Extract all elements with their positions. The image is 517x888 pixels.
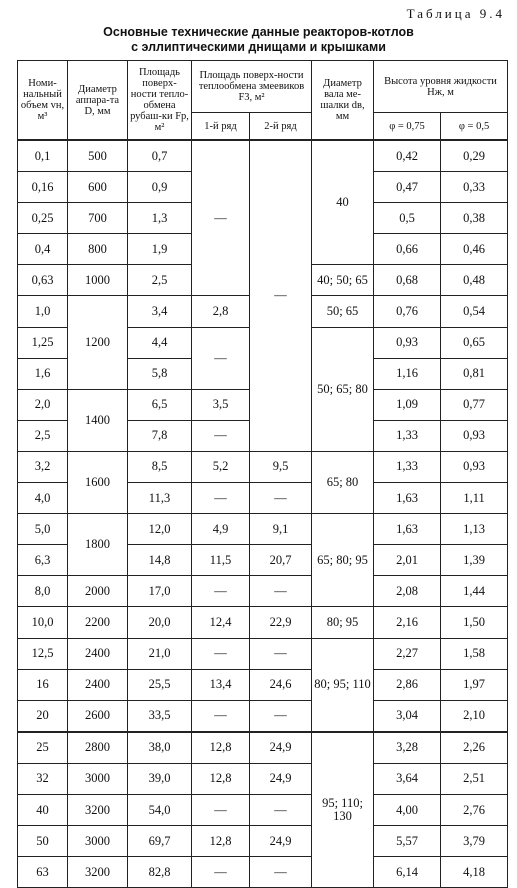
cell-level-075: 0,47	[374, 172, 441, 203]
cell-jacket: 25,5	[128, 669, 192, 700]
cell-jacket: 38,0	[128, 732, 192, 764]
cell-jacket: 33,5	[128, 700, 192, 732]
cell-volume: 1,25	[18, 327, 68, 358]
cell-level-075: 0,5	[374, 203, 441, 234]
cell-shaft: 65; 80	[312, 451, 374, 513]
cell-coil1: —	[192, 327, 250, 389]
cell-level-05: 2,76	[441, 794, 508, 825]
header-liquid-level: Высота уровня жидкости Hж, м	[374, 61, 508, 113]
cell-level-075: 6,14	[374, 857, 441, 888]
cell-coil2: —	[250, 140, 312, 451]
table-row	[18, 826, 508, 857]
cell-diameter: 1600	[68, 451, 128, 513]
cell-level-05: 1,13	[441, 514, 508, 545]
cell-coil1: 12,4	[192, 607, 250, 638]
cell-level-075: 5,57	[374, 826, 441, 857]
cell-level-05: 3,79	[441, 826, 508, 857]
cell-volume: 3,2	[18, 451, 68, 482]
cell-coil2: —	[250, 638, 312, 669]
header-phi-075: φ = 0,75	[374, 113, 441, 141]
cell-jacket: 12,0	[128, 514, 192, 545]
cell-volume: 50	[18, 826, 68, 857]
cell-diameter: 1200	[68, 296, 128, 389]
cell-level-05: 1,44	[441, 576, 508, 607]
cell-coil2: —	[250, 576, 312, 607]
cell-jacket: 0,9	[128, 172, 192, 203]
cell-level-05: 0,38	[441, 203, 508, 234]
cell-diameter: 2800	[68, 732, 128, 764]
cell-level-05: 2,51	[441, 763, 508, 794]
cell-jacket: 82,8	[128, 857, 192, 888]
cell-coil1: 5,2	[192, 451, 250, 482]
cell-volume: 10,0	[18, 607, 68, 638]
cell-jacket: 54,0	[128, 794, 192, 825]
cell-coil1: —	[192, 700, 250, 732]
cell-shaft: 40	[312, 140, 374, 265]
cell-level-075: 0,42	[374, 140, 441, 172]
cell-shaft: 95; 110; 130	[312, 732, 374, 888]
cell-level-05: 0,33	[441, 172, 508, 203]
cell-diameter: 3200	[68, 794, 128, 825]
cell-coil1: —	[192, 483, 250, 514]
cell-coil2: 22,9	[250, 607, 312, 638]
cell-level-075: 0,68	[374, 265, 441, 296]
table-row	[18, 669, 508, 700]
cell-coil1: 4,9	[192, 514, 250, 545]
cell-shaft: 80; 95; 110	[312, 638, 374, 732]
cell-level-075: 2,08	[374, 576, 441, 607]
cell-volume: 2,0	[18, 389, 68, 420]
table-row	[18, 607, 508, 638]
cell-shaft: 80; 95	[312, 607, 374, 638]
cell-coil2: 24,6	[250, 669, 312, 700]
cell-coil2: 24,9	[250, 826, 312, 857]
cell-volume: 25	[18, 732, 68, 764]
header-shaft-diameter: Диаметр вала ме-шалки dв, мм	[312, 61, 374, 141]
cell-diameter: 2400	[68, 638, 128, 669]
cell-coil1: 3,5	[192, 389, 250, 420]
cell-level-075: 2,86	[374, 669, 441, 700]
cell-diameter: 2200	[68, 607, 128, 638]
cell-level-05: 0,65	[441, 327, 508, 358]
header-phi-05: φ = 0,5	[441, 113, 508, 141]
cell-jacket: 21,0	[128, 638, 192, 669]
cell-volume: 5,0	[18, 514, 68, 545]
cell-coil1: —	[192, 794, 250, 825]
cell-volume: 0,16	[18, 172, 68, 203]
cell-level-05: 1,58	[441, 638, 508, 669]
cell-jacket: 1,3	[128, 203, 192, 234]
header-coil-row2: 2-й ряд	[250, 113, 312, 141]
cell-level-075: 1,16	[374, 358, 441, 389]
cell-diameter: 3000	[68, 763, 128, 794]
cell-level-05: 4,18	[441, 857, 508, 888]
cell-level-075: 3,28	[374, 732, 441, 764]
cell-level-05: 2,10	[441, 700, 508, 732]
table-row	[18, 857, 508, 888]
cell-level-075: 0,93	[374, 327, 441, 358]
table-row	[18, 794, 508, 825]
cell-coil1: —	[192, 576, 250, 607]
table-row	[18, 451, 508, 482]
cell-jacket: 20,0	[128, 607, 192, 638]
header-diameter: Диаметр аппара-та D, мм	[68, 61, 128, 141]
table-row	[18, 763, 508, 794]
cell-volume: 32	[18, 763, 68, 794]
cell-diameter: 700	[68, 203, 128, 234]
cell-coil1: 12,8	[192, 763, 250, 794]
cell-level-075: 1,33	[374, 451, 441, 482]
cell-diameter: 1400	[68, 389, 128, 451]
cell-diameter: 1800	[68, 514, 128, 576]
cell-jacket: 1,9	[128, 234, 192, 265]
table-row	[18, 732, 508, 764]
cell-coil1: 12,8	[192, 826, 250, 857]
cell-coil1: —	[192, 140, 250, 296]
cell-diameter: 3000	[68, 826, 128, 857]
cell-jacket: 6,5	[128, 389, 192, 420]
cell-level-05: 0,29	[441, 140, 508, 172]
cell-coil1: —	[192, 420, 250, 451]
cell-level-075: 1,09	[374, 389, 441, 420]
cell-diameter: 1000	[68, 265, 128, 296]
cell-diameter: 3200	[68, 857, 128, 888]
cell-jacket: 11,3	[128, 483, 192, 514]
cell-jacket: 4,4	[128, 327, 192, 358]
cell-level-075: 4,00	[374, 794, 441, 825]
cell-diameter: 500	[68, 140, 128, 172]
cell-coil1: —	[192, 857, 250, 888]
cell-level-075: 0,66	[374, 234, 441, 265]
header-coil-area: Площадь поверх-ности теплообмена змеевиков F3, м²	[192, 61, 312, 113]
cell-jacket: 8,5	[128, 451, 192, 482]
cell-level-05: 1,97	[441, 669, 508, 700]
cell-diameter: 600	[68, 172, 128, 203]
cell-level-05: 0,48	[441, 265, 508, 296]
cell-coil2: 24,9	[250, 763, 312, 794]
cell-volume: 1,6	[18, 358, 68, 389]
cell-jacket: 3,4	[128, 296, 192, 327]
cell-level-05: 1,39	[441, 545, 508, 576]
cell-level-05: 2,26	[441, 732, 508, 764]
cell-level-075: 2,27	[374, 638, 441, 669]
cell-level-05: 0,93	[441, 420, 508, 451]
cell-coil2: —	[250, 483, 312, 514]
cell-coil2: 9,5	[250, 451, 312, 482]
cell-level-075: 1,33	[374, 420, 441, 451]
cell-shaft: 65; 80; 95	[312, 514, 374, 607]
cell-level-05: 0,46	[441, 234, 508, 265]
table-row	[18, 700, 508, 732]
cell-volume: 20	[18, 700, 68, 732]
cell-level-05: 0,93	[441, 451, 508, 482]
cell-volume: 8,0	[18, 576, 68, 607]
cell-jacket: 7,8	[128, 420, 192, 451]
table-title-line2: с эллиптическими днищами и крышками	[131, 40, 386, 54]
cell-coil2: —	[250, 857, 312, 888]
cell-level-075: 1,63	[374, 514, 441, 545]
cell-volume: 12,5	[18, 638, 68, 669]
table-number: Таблица 9.4	[406, 6, 505, 21]
cell-jacket: 39,0	[128, 763, 192, 794]
cell-jacket: 17,0	[128, 576, 192, 607]
table-row	[18, 514, 508, 545]
header-volume: Номи-нальный объем vн, м³	[18, 61, 68, 141]
cell-level-05: 0,77	[441, 389, 508, 420]
cell-level-05: 1,50	[441, 607, 508, 638]
table-title-line1: Основные технические данные реакторов-котлов	[103, 25, 414, 39]
cell-coil1: 12,8	[192, 732, 250, 764]
table-row	[18, 140, 508, 172]
cell-level-05: 0,54	[441, 296, 508, 327]
cell-coil2: —	[250, 700, 312, 732]
reactor-data-table	[17, 60, 508, 888]
cell-jacket: 0,7	[128, 140, 192, 172]
cell-jacket: 2,5	[128, 265, 192, 296]
cell-volume: 1,0	[18, 296, 68, 327]
cell-volume: 0,63	[18, 265, 68, 296]
cell-level-075: 1,63	[374, 483, 441, 514]
cell-coil2: —	[250, 794, 312, 825]
cell-volume: 0,4	[18, 234, 68, 265]
cell-coil1: —	[192, 638, 250, 669]
cell-coil2: 24,9	[250, 732, 312, 764]
cell-level-075: 3,64	[374, 763, 441, 794]
cell-coil1: 2,8	[192, 296, 250, 327]
cell-jacket: 69,7	[128, 826, 192, 857]
cell-level-05: 1,11	[441, 483, 508, 514]
cell-volume: 0,25	[18, 203, 68, 234]
header-coil-row1: 1-й ряд	[192, 113, 250, 141]
cell-diameter: 800	[68, 234, 128, 265]
cell-volume: 16	[18, 669, 68, 700]
cell-level-075: 3,04	[374, 700, 441, 732]
cell-level-075: 0,76	[374, 296, 441, 327]
cell-volume: 4,0	[18, 483, 68, 514]
cell-diameter: 2600	[68, 700, 128, 732]
table-row	[18, 638, 508, 669]
cell-shaft: 50; 65; 80	[312, 327, 374, 451]
cell-volume: 2,5	[18, 420, 68, 451]
cell-volume: 0,1	[18, 140, 68, 172]
cell-diameter: 2000	[68, 576, 128, 607]
cell-coil2: 20,7	[250, 545, 312, 576]
cell-jacket: 5,8	[128, 358, 192, 389]
header-jacket-area: Площадь поверх-ности тепло-обмена рубаш-ки Fр, м²	[128, 61, 192, 141]
cell-jacket: 14,8	[128, 545, 192, 576]
cell-shaft: 50; 65	[312, 296, 374, 327]
cell-level-05: 0,81	[441, 358, 508, 389]
cell-level-075: 2,16	[374, 607, 441, 638]
cell-diameter: 2400	[68, 669, 128, 700]
cell-coil1: 13,4	[192, 669, 250, 700]
cell-level-075: 2,01	[374, 545, 441, 576]
cell-coil1: 11,5	[192, 545, 250, 576]
cell-volume: 40	[18, 794, 68, 825]
cell-shaft: 40; 50; 65	[312, 265, 374, 296]
cell-coil2: 9,1	[250, 514, 312, 545]
cell-volume: 6,3	[18, 545, 68, 576]
cell-volume: 63	[18, 857, 68, 888]
table-row	[18, 576, 508, 607]
